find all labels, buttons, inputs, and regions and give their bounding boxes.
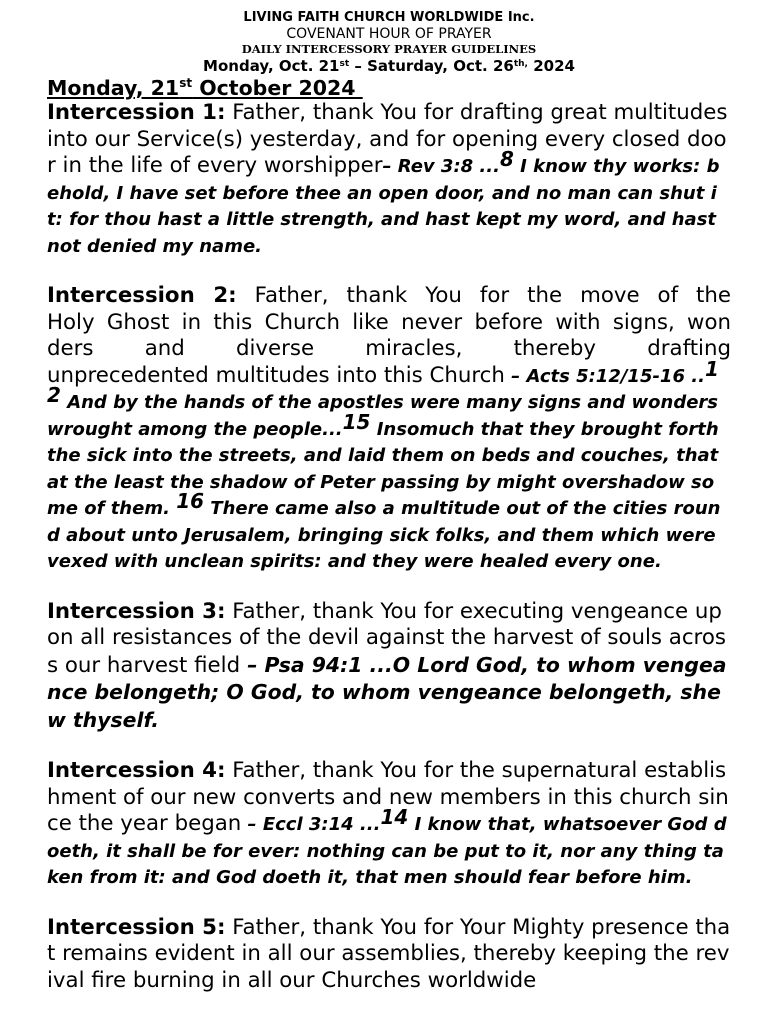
verse-number: 12 (47, 356, 719, 407)
prayer-text: Father, thank You for executing vengeance upon all resistances of the devil against the harvest of souls across our harvest field (47, 598, 726, 678)
scripture-reference: – Rev 3:8 ... (382, 156, 500, 177)
intercession-4 (47, 758, 731, 891)
intercession-label: Intercession 5: (47, 914, 226, 940)
intercession-label: Intercession 2: (47, 283, 237, 308)
day-heading: Monday, 21st October 2024 (47, 76, 356, 100)
verse-number: 14 (380, 805, 409, 829)
prayer-guide-page (47, 8, 731, 994)
date-range: Monday, Oct. 21st – Saturday, Oct. $26^{th,}$ 2024 (203, 57, 575, 75)
verse-number: 15 (342, 409, 371, 434)
prayer-text: Father, thank You for Your Mighty presence that remains evident in all our assemblies, thereby keeping the revival fire burning in all our Churches worldwide (47, 914, 731, 993)
program-title: COVENANT HOUR OF PRAYER (286, 26, 492, 42)
scripture-reference: – Eccl 3:14 ... (241, 814, 381, 835)
scripture-text: I know that, whatsoever God doeth, it shall be for ever: nothing can be put to it, nor any thing taken from it: and God doeth it, that men should fear before him. (47, 814, 727, 888)
verse-number: 8 (499, 147, 514, 171)
prayer-text: Father, thank You for drafting great multitudes into our Service(s) yesterday, and for opening every closed door in the life of every worshipper (47, 100, 728, 178)
intercession-label: Intercession 3: (47, 598, 226, 624)
scripture-text: I know thy works: behold, I have set before thee an open door, and no man can shut it: for thou hast a little strength, and hast kept my word, and hast not denied my name. (47, 156, 720, 257)
document-header (0, 10, 768, 75)
prayer-line: unprecedented multitudes into this Church (47, 362, 505, 388)
scripture-text: And by the hands of the apostles were many signs and wonders wrought among the people... (47, 392, 719, 440)
scripture-text: Insomuch that they brought forth the sick into the streets, and laid them on beds and couches, that at the least the shadow of Peter passing by might overshadow some of them. (47, 418, 719, 519)
intercession-label: Intercession 1: (47, 100, 226, 125)
intercession-1 (47, 100, 731, 259)
prayer-line: Intercession 2: Father, thank You for the move of the (47, 283, 732, 308)
scripture-text: There came also a multitude out of the cities round about unto Jerusalem, bringing sick folks, and them which were vexed with unclean spirits: and they were healed every one. (47, 498, 721, 572)
prayer-line: ders and diverse miracles, thereby drafting (47, 336, 731, 361)
scripture-reference: – Acts 5:12/15-16 .. (504, 365, 705, 387)
organization-name: LIVING FAITH CHURCH WORLDWIDE Inc. (243, 10, 535, 25)
guidelines-title: DAILY INTERCESSORY PRAYER GUIDELINES (241, 42, 537, 56)
intercession-2 (47, 283, 731, 575)
intercession-label: Intercession 4: (47, 758, 226, 783)
scripture-text: – Psa 94:1 ...O Lord God, to whom vengeance belongeth; O God, to whom vengeance belongeth, shew thyself. (47, 652, 727, 732)
prayer-line: Holy Ghost in this Church like never before with signs, won (47, 309, 731, 335)
intercession-3 (47, 599, 731, 735)
intercession-5 (47, 915, 731, 995)
verse-number: 16 (176, 489, 205, 513)
prayer-text: Father, thank You for the supernatural establishment of our new converts and new members in this church since the year began (47, 758, 729, 836)
